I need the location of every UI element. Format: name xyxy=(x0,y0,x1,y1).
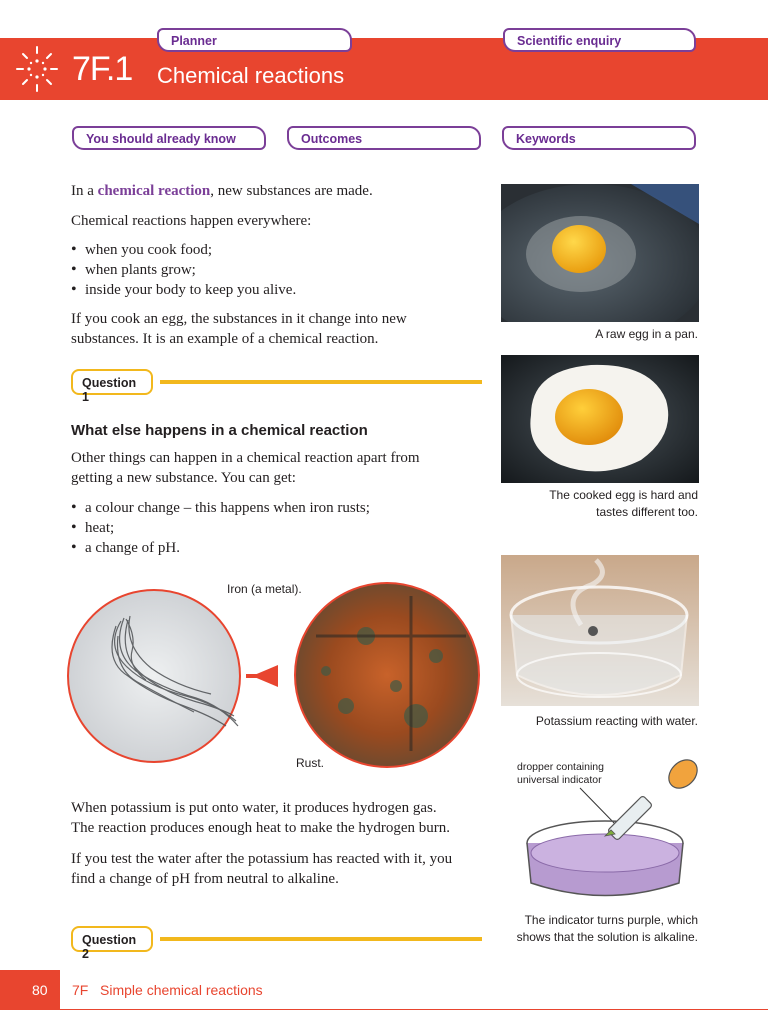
footer-unit: 7F Simple chemical reactions xyxy=(72,982,263,998)
footer-rule xyxy=(60,1009,768,1010)
iron-label: Iron (a metal). xyxy=(227,582,302,596)
list-item: • heat; xyxy=(71,518,491,538)
list-item: • a colour change – this happens when iron rusts; xyxy=(71,498,491,518)
cooked-egg-photo xyxy=(501,355,699,483)
egg-yolk-icon xyxy=(552,225,606,273)
tab-planner[interactable]: Planner xyxy=(157,28,352,52)
keyword-chemical-reaction[interactable]: chemical reaction xyxy=(97,183,211,199)
indicator-dish-illustration xyxy=(505,758,705,910)
rust-photo xyxy=(295,583,479,767)
sparkle-logo-icon xyxy=(14,44,60,94)
potassium-paragraph: When potassium is put onto water, it produces hydrogen gas. The reaction produces enough heat to make the hydrogen burn. xyxy=(71,800,451,836)
intro-everywhere: Chemical reactions happen everywhere: xyxy=(71,213,312,229)
question-1-button[interactable]: Question 1 xyxy=(71,369,153,395)
iron-wool-photo xyxy=(68,590,240,762)
potassium-photo xyxy=(501,555,699,706)
section-bullet-list xyxy=(71,498,491,558)
egg-yolk-icon xyxy=(555,389,623,445)
list-item: • when you cook food; xyxy=(71,240,491,260)
list-item: • when plants grow; xyxy=(71,260,491,280)
tab-keywords[interactable]: Keywords xyxy=(502,126,696,150)
tab-already-know[interactable]: You should already know xyxy=(72,126,266,150)
tab-outcomes[interactable]: Outcomes xyxy=(287,126,481,150)
section-paragraph: Other things can happen in a chemical reaction apart from getting a new substance. You can get: xyxy=(71,450,420,486)
dropper-icon xyxy=(605,758,703,841)
potassium-caption: Potassium reacting with water. xyxy=(535,714,698,728)
cooked-egg-caption: The cooked egg is hard and tastes different too. xyxy=(549,488,698,519)
egg-paragraph: If you cook an egg, the substances in it change into new substances. It is an example of a chemical reaction. xyxy=(71,311,407,347)
list-item: • inside your body to keep you alive. xyxy=(71,280,491,300)
raw-egg-caption: A raw egg in a pan. xyxy=(595,327,698,341)
intro-bullet-list xyxy=(71,240,491,300)
question-2-button[interactable]: Question 2 xyxy=(71,926,153,952)
lesson-title: Chemical reactions xyxy=(157,63,345,88)
section-heading: What else happens in a chemical reaction xyxy=(71,422,368,439)
iron-rust-figure xyxy=(66,576,486,776)
question-2-rule xyxy=(160,937,482,941)
rust-label: Rust. xyxy=(296,756,325,770)
ph-paragraph: If you test the water after the potassium has reacted with it, you find a change of pH from neutral to alkaline. xyxy=(71,851,453,887)
question-1-rule xyxy=(160,380,482,384)
tab-scientific-enquiry[interactable]: Scientific enquiry xyxy=(503,28,696,52)
footer-page-box xyxy=(0,970,60,1010)
indicator-caption: The indicator turns purple, which shows that the solution is alkaline. xyxy=(516,913,698,944)
intro-paragraph: In a chemical reaction, new substances are made. xyxy=(71,183,373,199)
list-item: • a change of pH. xyxy=(71,538,491,558)
raw-egg-photo xyxy=(501,184,699,322)
lesson-code: 7F.1 xyxy=(72,50,133,88)
dropper-label: dropper containing universal indicator xyxy=(517,761,604,786)
page-number: 80 xyxy=(32,982,48,998)
